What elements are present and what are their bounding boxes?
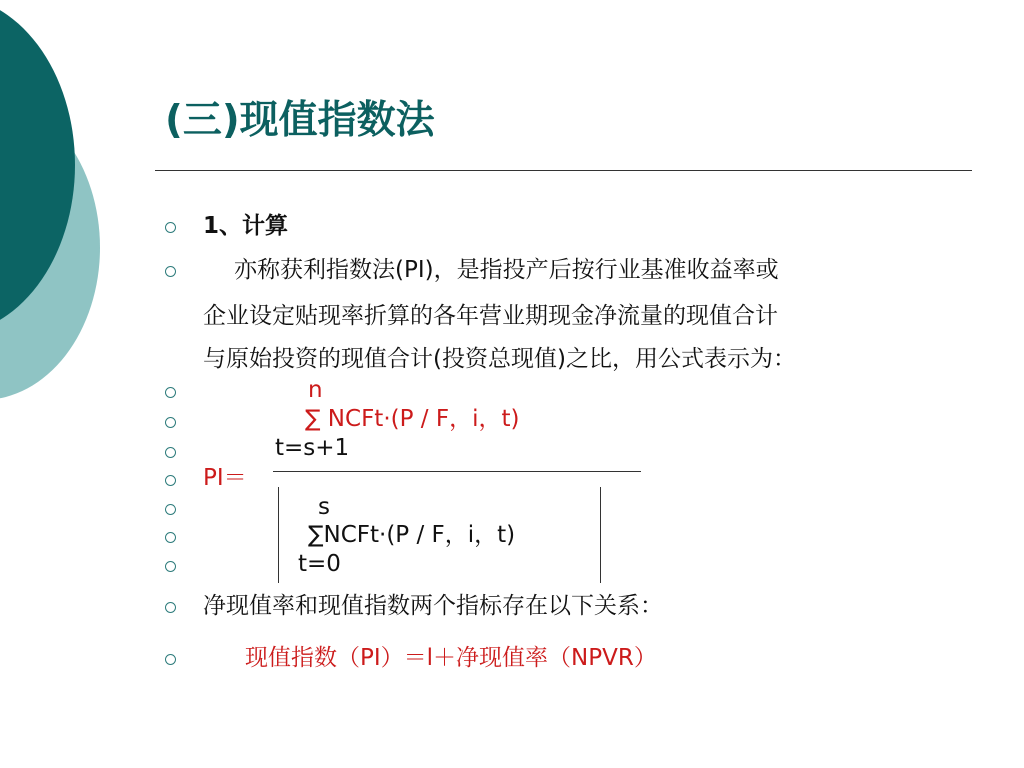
formula-denominator: ∑NCFt·(P / F，i，t) — [308, 522, 516, 548]
formula-lower-zero: t=0 — [298, 551, 341, 577]
bullet-9-icon — [165, 561, 176, 572]
relation-formula: 现值指数（PI）＝l＋净现值率（NPVR） — [245, 645, 657, 671]
bullet-10-icon — [165, 602, 176, 613]
formula-numerator: ∑ NCFt·(P / F，i，t) — [305, 406, 520, 432]
formula-lower-start: t=s+1 — [275, 435, 350, 461]
bullet-6-icon — [165, 475, 176, 486]
bullet-2-icon — [165, 266, 176, 277]
title-divider — [155, 170, 972, 171]
bullet-11-icon — [165, 654, 176, 665]
heading-calculation: 1、计算 — [203, 213, 289, 239]
paragraph-line-3: 与原始投资的现值合计(投资总现值)之比，用公式表示为： — [203, 346, 796, 372]
bullet-8-icon — [165, 532, 176, 543]
formula-upper-n: n — [308, 377, 323, 403]
bullet-5-icon — [165, 447, 176, 458]
paragraph-line-1: 亦称获利指数法(PI)，是指投产后按行业基准收益率或 — [234, 257, 779, 283]
formula-right-bar — [600, 487, 601, 583]
bullet-3-icon — [165, 387, 176, 398]
formula-fraction-line — [273, 471, 641, 472]
bullet-7-icon — [165, 504, 176, 515]
relation-intro: 净现值率和现值指数两个指标存在以下关系： — [203, 593, 663, 619]
slide-title: (三)现值指数法 — [165, 98, 435, 143]
formula-upper-s: s — [318, 494, 330, 520]
formula-left-bar — [278, 487, 279, 583]
bullet-4-icon — [165, 417, 176, 428]
formula-lhs: PI＝ — [203, 465, 247, 491]
bullet-1-icon — [165, 222, 176, 233]
paragraph-line-2: 企业设定贴现率折算的各年营业期现金净流量的现值合计 — [203, 303, 778, 329]
